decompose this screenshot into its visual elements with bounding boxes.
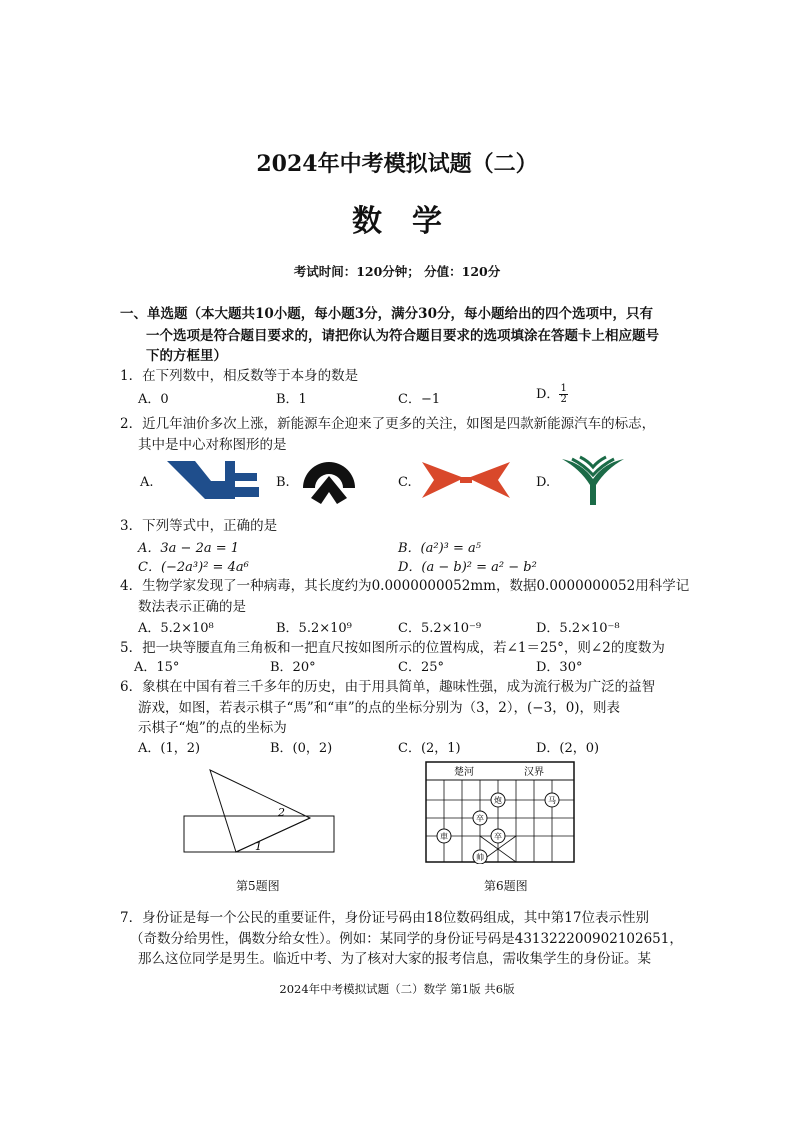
q6-option-a: A．(1，2) [138, 741, 201, 756]
q7-line1: 7．身份证是每一个公民的重要证件，身份证号码由18位数码组成，其中第17位表示性别 [120, 910, 649, 926]
q3-option-c: C．(−2a³)² = 4a⁶ [138, 560, 249, 575]
logo-a-blue [165, 459, 261, 501]
figure-5 [180, 768, 340, 856]
q1-option-d: D． $\frac{1}{2}$ [536, 383, 567, 405]
q7-line2: （奇数分给男性，偶数分给女性）。例如：某同学的身份证号码是431322200902102651， [130, 931, 683, 947]
q3-option-b: B．(a²)³ = a⁵ [398, 541, 481, 556]
q4-option-c: C．5.2×10⁻⁹ [398, 621, 482, 636]
q1-option-b: B．1 [276, 392, 307, 407]
q4-line2: 数法表示正确的是 [138, 599, 246, 615]
q3-option-d: D．(a − b)² = a² − b² [398, 560, 537, 575]
river-label-chu: 楚河 [454, 767, 474, 778]
q3-option-a: A．3a − 2a = 1 [138, 541, 240, 556]
q5-option-a: A．15° [134, 660, 180, 675]
page-footer: 2024年中考模拟试题（二）数学 第1版 共6版 [279, 982, 515, 996]
q6-line3: 示棋子“炮”的点的坐标为 [138, 720, 287, 736]
q1-option-c: C．−1 [398, 392, 441, 407]
q2-line2: 其中是中心对称图形的是 [138, 437, 287, 453]
q2-option-b: B. [276, 475, 290, 490]
q2-line1: 2．近几年油价多次上涨，新能源车企迎来了更多的关注，如图是四款新能源汽车的标志， [120, 416, 656, 432]
q4-line1: 4．生物学家发现了一种病毒，其长度约为0.0000000052mm，数据0.0000000052用科学记 [120, 578, 690, 594]
q1-stem: 1．在下列数中，相反数等于本身的数是 [120, 368, 359, 384]
q5-stem: 5．把一块等腰直角三角板和一把直尺按如图所示的位置构成，若∠1＝25°，则∠2的度数为 [120, 640, 665, 656]
q2-option-a: A. [140, 475, 154, 490]
river-label-han: 汉界 [524, 767, 544, 778]
q4-option-a: A．5.2×10⁸ [138, 621, 214, 636]
q6-line1: 6．象棋在中国有着三千多年的历史，由于用具简单，趣味性强，成为流行极为广泛的益智 [120, 679, 656, 695]
piece-ma: 马 [548, 796, 556, 805]
q6-option-b: B．(0，2) [270, 741, 333, 756]
angle-2-label: 2 [278, 806, 285, 819]
section1-line3: 下的方框里） [146, 348, 227, 364]
q2-option-d: D. [536, 475, 551, 490]
q2-option-c: C. [398, 475, 412, 490]
logo-c-red [420, 460, 512, 500]
figure-5-caption: 第5题图 [236, 879, 280, 893]
piece-pao: 炮 [494, 796, 502, 805]
section1-line2: 一个选项是符合题目要求的，请把你认为符合题目要求的选项填涂在答题卡上相应题号 [146, 328, 659, 344]
q3-stem: 3．下列等式中，正确的是 [120, 518, 278, 534]
q1-option-a: A．0 [138, 392, 169, 407]
piece-che: 車 [440, 832, 448, 841]
q5-option-d: D．30° [536, 660, 583, 675]
piece-zu-1: 卒 [476, 814, 484, 823]
section1-line1: 一、单选题（本大题共10小题，每小题3分，满分30分，每小题给出的四个选项中，只有 [120, 306, 653, 322]
subject-title: 数学 [352, 204, 472, 239]
figure-6-caption: 第6题图 [484, 879, 528, 893]
q5-option-b: B．20° [270, 660, 316, 675]
page-title: 2024年中考模拟试题（二） [256, 151, 538, 177]
piece-shuai: 帅 [476, 853, 484, 862]
angle-1-label: 1 [255, 840, 262, 853]
logo-d-green [560, 455, 626, 507]
q6-line2: 游戏，如图，若表示棋子“馬”和“車”的点的坐标分别为（3，2），(−3，0)，则表 [138, 700, 621, 716]
q7-line3: 那么这位同学是男生。临近中考、为了核对大家的报考信息，需收集学生的身份证。某 [138, 951, 651, 967]
figure-6-board [424, 760, 576, 864]
q4-option-d: D．5.2×10⁻⁸ [536, 621, 620, 636]
q6-option-d: D．(2，0) [536, 741, 600, 756]
piece-zu-2: 卒 [494, 832, 502, 841]
q4-option-b: B．5.2×10⁹ [276, 621, 352, 636]
exam-info: 考试时间：120分钟； 分值：120分 [293, 264, 501, 279]
logo-b-black [297, 452, 361, 508]
q5-option-c: C．25° [398, 660, 444, 675]
q6-option-c: C．(2，1) [398, 741, 461, 756]
